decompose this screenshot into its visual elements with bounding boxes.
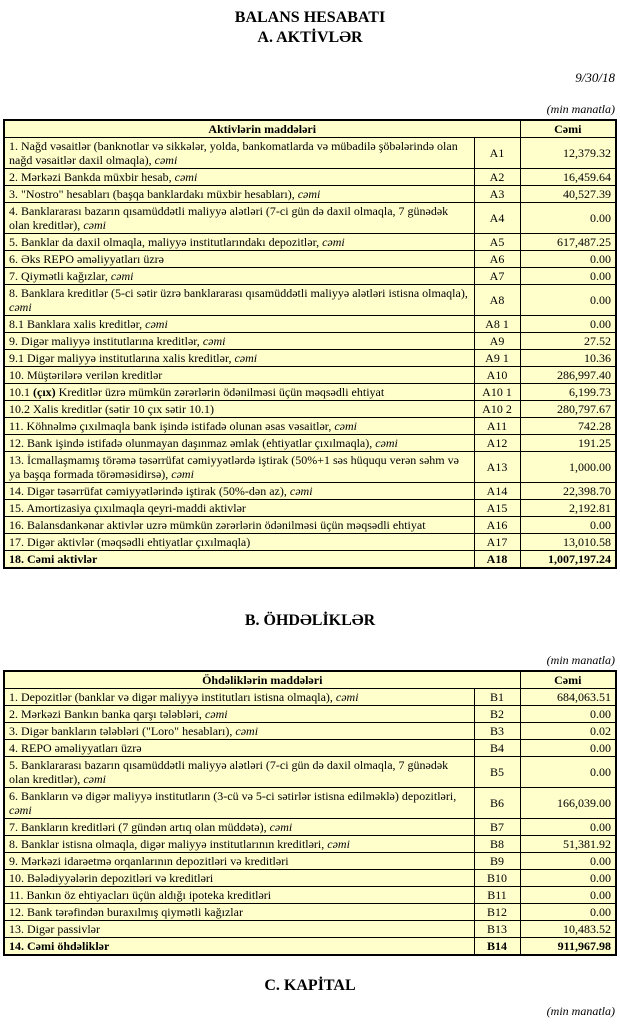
table-row — [4, 234, 616, 251]
row-label: 8. Banklar istisna olmaqla, digər maliyyə institutlarının kreditləri, cəmi — [4, 836, 474, 853]
table-row — [4, 500, 616, 517]
row-value: 16,459.64 — [520, 169, 616, 186]
table-row — [4, 333, 616, 350]
row-value: 10.36 — [520, 350, 616, 367]
row-code: A10 — [474, 367, 520, 384]
row-value: 742.28 — [520, 418, 616, 435]
row-label: 9. Mərkəzi idarəetmə orqanlarının depozitləri və kreditləri — [4, 853, 474, 870]
table-row — [4, 870, 616, 887]
row-label: 10. Bələdiyyələrin depozitləri və kreditləri — [4, 870, 474, 887]
assets-total-column-header: Cəmi — [520, 120, 616, 138]
table-row — [4, 350, 616, 367]
table-row — [4, 186, 616, 203]
row-label: 6. Bankların və digər maliyyə institutların (3-cü və 5-ci sətirlər istisna edilməklə) depozitləri, cəmi — [4, 788, 474, 819]
row-label: 7. Qiymətli kağızlar, cəmi — [4, 268, 474, 285]
table-row — [4, 435, 616, 452]
row-value: 13,010.58 — [520, 534, 616, 551]
row-label: 2. Mərkəzi Bankda müxbir hesab, cəmi — [4, 169, 474, 186]
row-label: 15. Amortizasiya çıxılmaqla qeyri-maddi aktivlər — [4, 500, 474, 517]
row-code: A8 1 — [474, 316, 520, 333]
table-row — [4, 723, 616, 740]
row-label: 1. Nağd vəsaitlər (banknotlar və sikkələr, yolda, bankomatlarda və mübadilə şöbələrində olan nağd vəsaitlər daxil olmaqla), cəmi — [4, 138, 474, 169]
liabilities-table-header-row — [4, 671, 616, 689]
row-value: 911,967.98 — [520, 938, 616, 956]
row-code: A15 — [474, 500, 520, 517]
row-code: A9 1 — [474, 350, 520, 367]
liabilities-items-column-header: Öhdəliklərin maddələri — [4, 671, 520, 689]
table-row — [4, 483, 616, 500]
row-code: A3 — [474, 186, 520, 203]
table-row — [4, 251, 616, 268]
row-value: 0.00 — [520, 819, 616, 836]
liabilities-unit-note: (min manatla) — [546, 653, 615, 667]
row-label: 9.1 Digər maliyyə institutlarına xalis kreditlər, cəmi — [4, 350, 474, 367]
row-code: B14 — [474, 938, 520, 956]
row-label: 14. Cəmi öhdəliklər — [4, 938, 474, 956]
row-code: A8 — [474, 285, 520, 316]
row-code: B2 — [474, 706, 520, 723]
row-label: 8. Banklara kreditlər (5-ci sətir üzrə banklararası qısamüddətli maliyyə alətləri istisna olmaqla), cəmi — [4, 285, 474, 316]
row-label: 13. Digər passivlər — [4, 921, 474, 938]
section-c-title: C. KAPİTAL — [264, 977, 356, 994]
row-value: 0.00 — [520, 285, 616, 316]
table-row — [4, 836, 616, 853]
table-row — [4, 706, 616, 723]
table-row — [4, 268, 616, 285]
row-label: 18. Cəmi aktivlər — [4, 551, 474, 569]
row-value: 40,527.39 — [520, 186, 616, 203]
row-code: B8 — [474, 836, 520, 853]
assets-items-column-header: Aktivlərin maddələri — [4, 120, 520, 138]
row-value: 27.52 — [520, 333, 616, 350]
table-row — [4, 938, 616, 956]
table-row — [4, 316, 616, 333]
table-row — [4, 757, 616, 788]
row-value: 0.00 — [520, 251, 616, 268]
report-date: 9/30/18 — [575, 70, 615, 85]
row-label: 17. Digər aktivlər (məqsədli ehtiyatlar çıxılmaqla) — [4, 534, 474, 551]
row-code: B6 — [474, 788, 520, 819]
row-value: 0.00 — [520, 268, 616, 285]
table-row — [4, 384, 616, 401]
row-code: A18 — [474, 551, 520, 569]
row-label: 4. Banklararası bazarın qısamüddətli maliyyə alətləri (7-ci gün də daxil olmaqla, 7 günədək olan kreditlər), cəmi — [4, 203, 474, 234]
row-label: 6. Əks REPO əməliyyatları üzrə — [4, 251, 474, 268]
row-label: 1. Depozitlər (banklar və digər maliyyə institutları istisna olmaqla), cəmi — [4, 689, 474, 706]
row-code: B7 — [474, 819, 520, 836]
row-code: B9 — [474, 853, 520, 870]
row-value: 0.00 — [520, 203, 616, 234]
row-code: A12 — [474, 435, 520, 452]
table-row — [4, 819, 616, 836]
row-code: A17 — [474, 534, 520, 551]
row-value: 191.25 — [520, 435, 616, 452]
row-code: A9 — [474, 333, 520, 350]
row-value: 1,000.00 — [520, 452, 616, 483]
row-value: 0.00 — [520, 904, 616, 921]
row-value: 0.02 — [520, 723, 616, 740]
table-row — [4, 452, 616, 483]
table-row — [4, 887, 616, 904]
row-value: 12,379.32 — [520, 138, 616, 169]
row-label: 12. Bank tərəfindən buraxılmış qiymətli kağızlar — [4, 904, 474, 921]
row-value: 0.00 — [520, 887, 616, 904]
row-label: 3. "Nostro" hesabları (başqa banklardakı müxbir hesabları), cəmi — [4, 186, 474, 203]
row-label: 5. Banklararası bazarın qısamüddətli maliyyə alətləri (7-ci gün də daxil olmaqla, 7 günədək olan kreditlər), cəmi — [4, 757, 474, 788]
table-row — [4, 551, 616, 569]
row-code: A14 — [474, 483, 520, 500]
row-value: 2,192.81 — [520, 500, 616, 517]
row-value: 0.00 — [520, 706, 616, 723]
row-value: 0.00 — [520, 853, 616, 870]
table-row — [4, 367, 616, 384]
row-label: 7. Bankların kreditləri (7 gündən artıq olan müddətə), cəmi — [4, 819, 474, 836]
table-row — [4, 788, 616, 819]
document-title: BALANS HESABATI — [234, 9, 386, 26]
table-row — [4, 921, 616, 938]
row-code: A7 — [474, 268, 520, 285]
row-value: 0.00 — [520, 740, 616, 757]
row-code: B13 — [474, 921, 520, 938]
row-value: 0.00 — [520, 316, 616, 333]
table-row — [4, 689, 616, 706]
row-label: 14. Digər təsərrüfat cəmiyyətlərində iştirak (50%-dən az), cəmi — [4, 483, 474, 500]
table-row — [4, 740, 616, 757]
row-value: 286,997.40 — [520, 367, 616, 384]
row-label: 10.1 (çıx) Kreditlər üzrə mümkün zərərlərin ödənilməsi üçün məqsədli ehtiyat — [4, 384, 474, 401]
row-value: 0.00 — [520, 517, 616, 534]
row-value: 1,007,197.24 — [520, 551, 616, 569]
row-label: 11. Bankın öz ehtiyacları üçün aldığı ipoteka kreditləri — [4, 887, 474, 904]
row-code: A1 — [474, 138, 520, 169]
row-code: A13 — [474, 452, 520, 483]
table-row — [4, 285, 616, 316]
liabilities-total-column-header: Cəmi — [520, 671, 616, 689]
assets-table — [3, 119, 617, 569]
row-code: A2 — [474, 169, 520, 186]
row-code: B3 — [474, 723, 520, 740]
row-value: 617,487.25 — [520, 234, 616, 251]
table-row — [4, 904, 616, 921]
row-label: 5. Banklar da daxil olmaqla, maliyyə institutlarındakı depozitlər, cəmi — [4, 234, 474, 251]
row-label: 2. Mərkəzi Bankın banka qarşı tələbləri, cəmi — [4, 706, 474, 723]
row-value: 166,039.00 — [520, 788, 616, 819]
row-label: 9. Digər maliyyə institutlarına kreditlər, cəmi — [4, 333, 474, 350]
row-code: B11 — [474, 887, 520, 904]
row-code: A6 — [474, 251, 520, 268]
table-row — [4, 534, 616, 551]
row-label: 8.1 Banklara xalis kreditlər, cəmi — [4, 316, 474, 333]
table-row — [4, 517, 616, 534]
row-code: A10 2 — [474, 401, 520, 418]
row-value: 684,063.51 — [520, 689, 616, 706]
row-code: B12 — [474, 904, 520, 921]
assets-unit-note: (min manatla) — [546, 102, 615, 116]
row-label: 16. Balansdankənar aktivlər uzrə mümkün zərərlərin ödənilməsi üçün məqsədli ehtiyat — [4, 517, 474, 534]
row-code: B1 — [474, 689, 520, 706]
row-code: A16 — [474, 517, 520, 534]
row-value: 0.00 — [520, 870, 616, 887]
table-row — [4, 853, 616, 870]
row-label: 3. Digər bankların tələbləri ("Loro" hesabları), cəmi — [4, 723, 474, 740]
row-code: B10 — [474, 870, 520, 887]
row-label: 10.2 Xalis kreditlər (sətir 10 çıx sətir 10.1) — [4, 401, 474, 418]
row-value: 6,199.73 — [520, 384, 616, 401]
row-label: 12. Bank işində istifadə olunmayan daşınmaz əmlak (ehtiyatlar çıxılmaqla), cəmi — [4, 435, 474, 452]
table-row — [4, 401, 616, 418]
row-code: A4 — [474, 203, 520, 234]
capital-unit-note: (min manatla) — [546, 1004, 615, 1018]
assets-table-header-row — [4, 120, 616, 138]
row-code: B4 — [474, 740, 520, 757]
table-row — [4, 169, 616, 186]
row-label: 11. Köhnəlmə çıxılmaqla bank işində istifadə olunan əsas vəsaitlər, cəmi — [4, 418, 474, 435]
row-label: 10. Müştərilərə verilən kreditlər — [4, 367, 474, 384]
section-a-title: A. AKTİVLƏR — [257, 29, 363, 46]
section-b-title: B. ÖHDƏLİKLƏR — [244, 612, 376, 629]
table-row — [4, 418, 616, 435]
row-code: A10 1 — [474, 384, 520, 401]
row-label: 4. REPO əməliyyatları üzrə — [4, 740, 474, 757]
row-label: 13. İcmallaşmamış törəmə təsərrüfat cəmiyyətlərdə iştirak (50%+1 səs hüququ verən səhm və ya başqa formada törəməsidirsə), cəmi — [4, 452, 474, 483]
row-code: B5 — [474, 757, 520, 788]
table-row — [4, 203, 616, 234]
liabilities-table — [3, 670, 617, 956]
table-row — [4, 138, 616, 169]
row-code: A11 — [474, 418, 520, 435]
row-value: 280,797.67 — [520, 401, 616, 418]
row-code: A5 — [474, 234, 520, 251]
row-value: 10,483.52 — [520, 921, 616, 938]
row-value: 51,381.92 — [520, 836, 616, 853]
row-value: 0.00 — [520, 757, 616, 788]
row-value: 22,398.70 — [520, 483, 616, 500]
